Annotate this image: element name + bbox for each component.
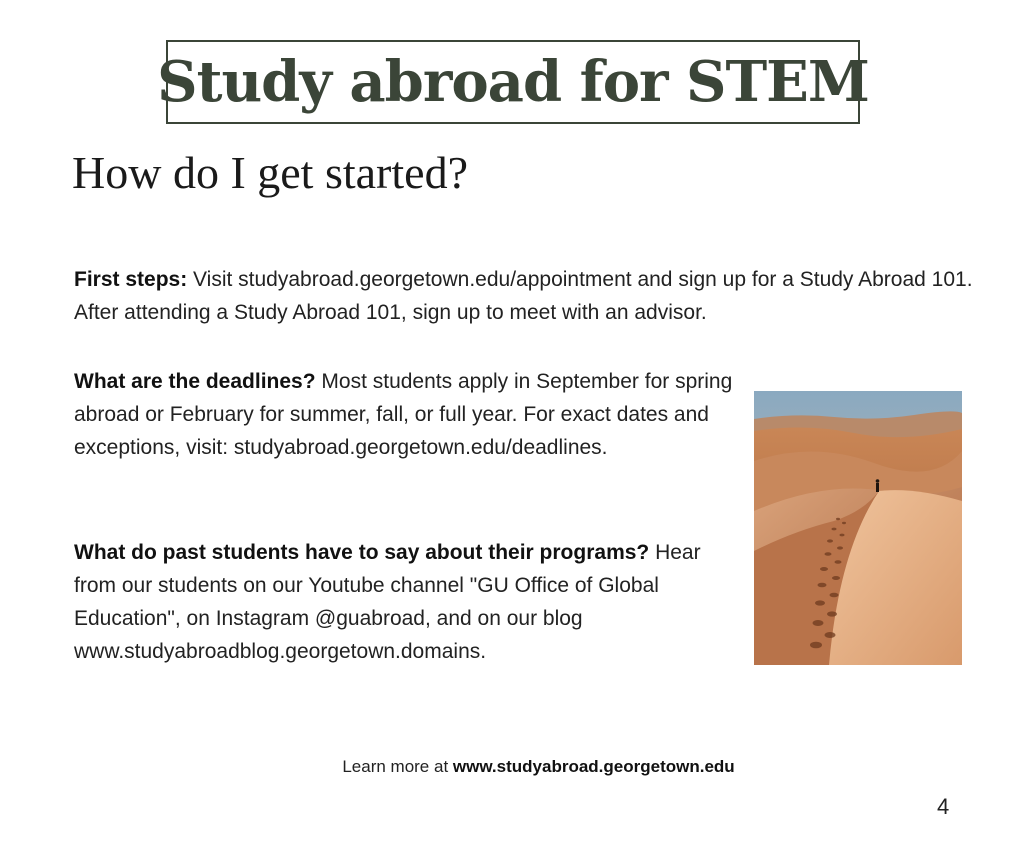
page-number: 4 — [937, 794, 950, 819]
footer — [0, 757, 1024, 777]
past-students-text: Hear from our students on our Youtube channel "GU Office of Global Education", on Instagram @guabroad, and on our blog www.studyabroadblog.georgetown.domains. — [74, 541, 701, 663]
desert-dunes-image — [754, 391, 962, 665]
first-steps-heading: First steps: — [74, 268, 188, 291]
deadlines-text: Most students apply in September for spring abroad or February for summer, fall, or full year. For exact dates and exceptions, visit: studyabroad.georgetown.edu/deadlines. — [74, 370, 733, 459]
footer-link[interactable]: www.studyabroad.georgetown.edu — [452, 757, 735, 776]
footer-prefix: Learn more at — [342, 757, 453, 776]
desert-dunes-photo — [754, 391, 962, 665]
first-steps-text: Visit studyabroad.georgetown.edu/appointment and sign up for a Study Abroad 101. After attending a Study Abroad 101, sign up to meet with an advisor. — [74, 268, 973, 324]
past-students-heading: What do past students have to say about their programs? — [74, 541, 650, 564]
deadlines-heading: What are the deadlines? — [74, 370, 316, 393]
section-heading: How do I get started? — [72, 147, 468, 198]
title-frame — [157, 40, 869, 124]
first-steps-paragraph — [74, 263, 974, 329]
past-students-paragraph — [74, 536, 744, 668]
deadlines-paragraph — [74, 365, 734, 464]
page-title: Study abroad for STEM — [157, 49, 869, 115]
